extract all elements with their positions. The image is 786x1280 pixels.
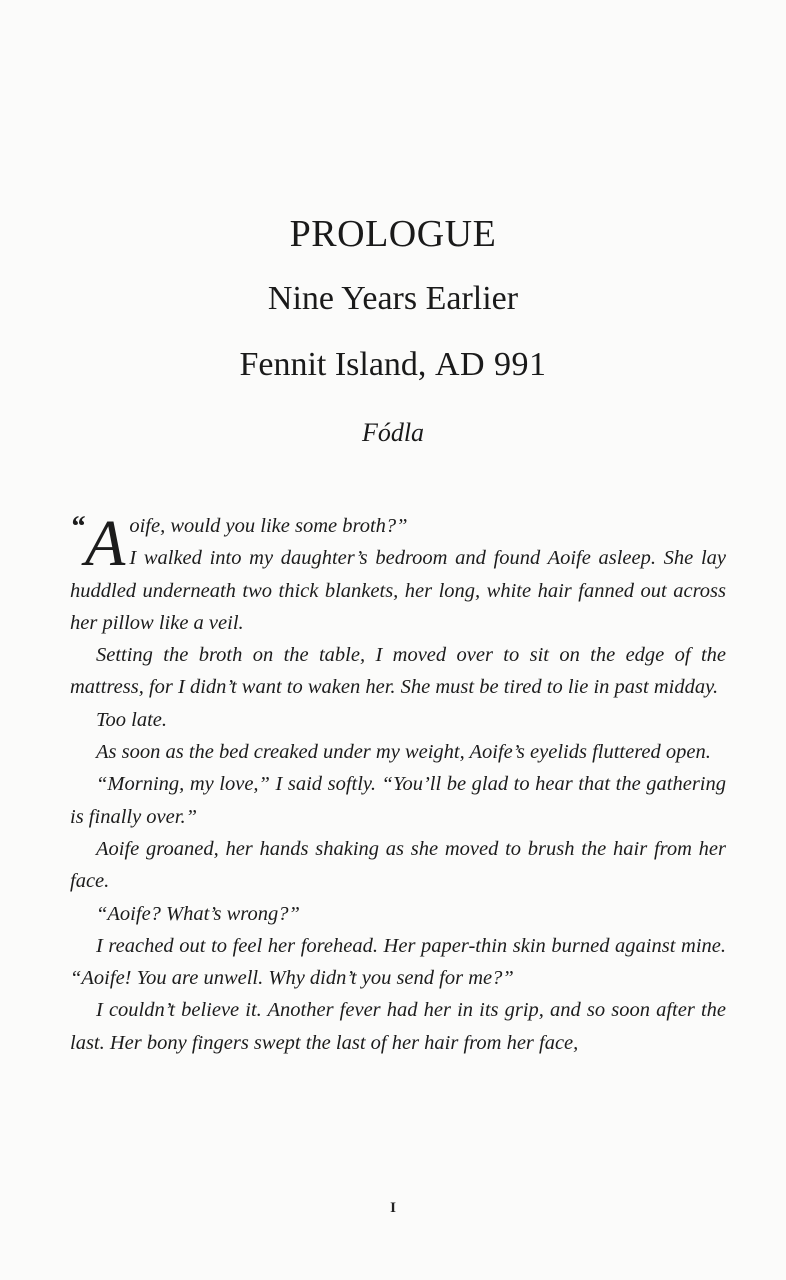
opening-quote-mark: “ — [70, 510, 85, 543]
paragraph: Setting the broth on the table, I moved over to sit on the edge of the mattress, for I didn’t want to waken her. She must be tired to lie in past midday. — [70, 644, 726, 699]
paragraph-first-text: oife, would you like some broth?” — [129, 515, 408, 537]
chapter-place-main: Fennit Island, — [239, 346, 435, 383]
page-number: I — [390, 1200, 396, 1216]
paragraph-text: I walked into my daughter’s bedroom and found Aoife asleep. She lay huddled underneath two thick blankets, her long, white hair fanned out across her pillow like a veil. — [70, 547, 726, 634]
dropcap-letter: A — [85, 507, 126, 580]
paragraph: As soon as the bed creaked under my weight, Aoife’s eyelids fluttered open. — [96, 741, 711, 764]
paragraph: “Aoife? What’s wrong?” — [96, 902, 300, 925]
body-text — [70, 507, 726, 1059]
chapter-place-era: AD 991 — [434, 346, 547, 383]
paragraph-first — [70, 507, 726, 639]
paragraph: I couldn’t believe it. Another fever had her in its grip, and so soon after the last. Her bony fingers swept the last of her hair from her face, — [70, 999, 726, 1054]
dropcap-block — [70, 507, 126, 580]
chapter-time: Nine Years Earlier — [267, 280, 519, 317]
paragraph: Too late. — [96, 708, 168, 731]
chapter-title: PROLOGUE — [289, 213, 497, 255]
paragraph: I reached out to feel her forehead. Her paper-thin skin burned against mine. “Aoife! You are unwell. Why didn’t you send for me?” — [70, 934, 726, 990]
paragraph: “Morning, my love,” I said softly. “You’ll be glad to hear that the gathering is finally over.” — [70, 773, 726, 828]
chapter-place — [0, 348, 786, 382]
chapter-pov: Fódla — [361, 418, 425, 447]
paragraph: Aoife groaned, her hands shaking as she moved to brush the hair from her face. — [70, 837, 726, 893]
